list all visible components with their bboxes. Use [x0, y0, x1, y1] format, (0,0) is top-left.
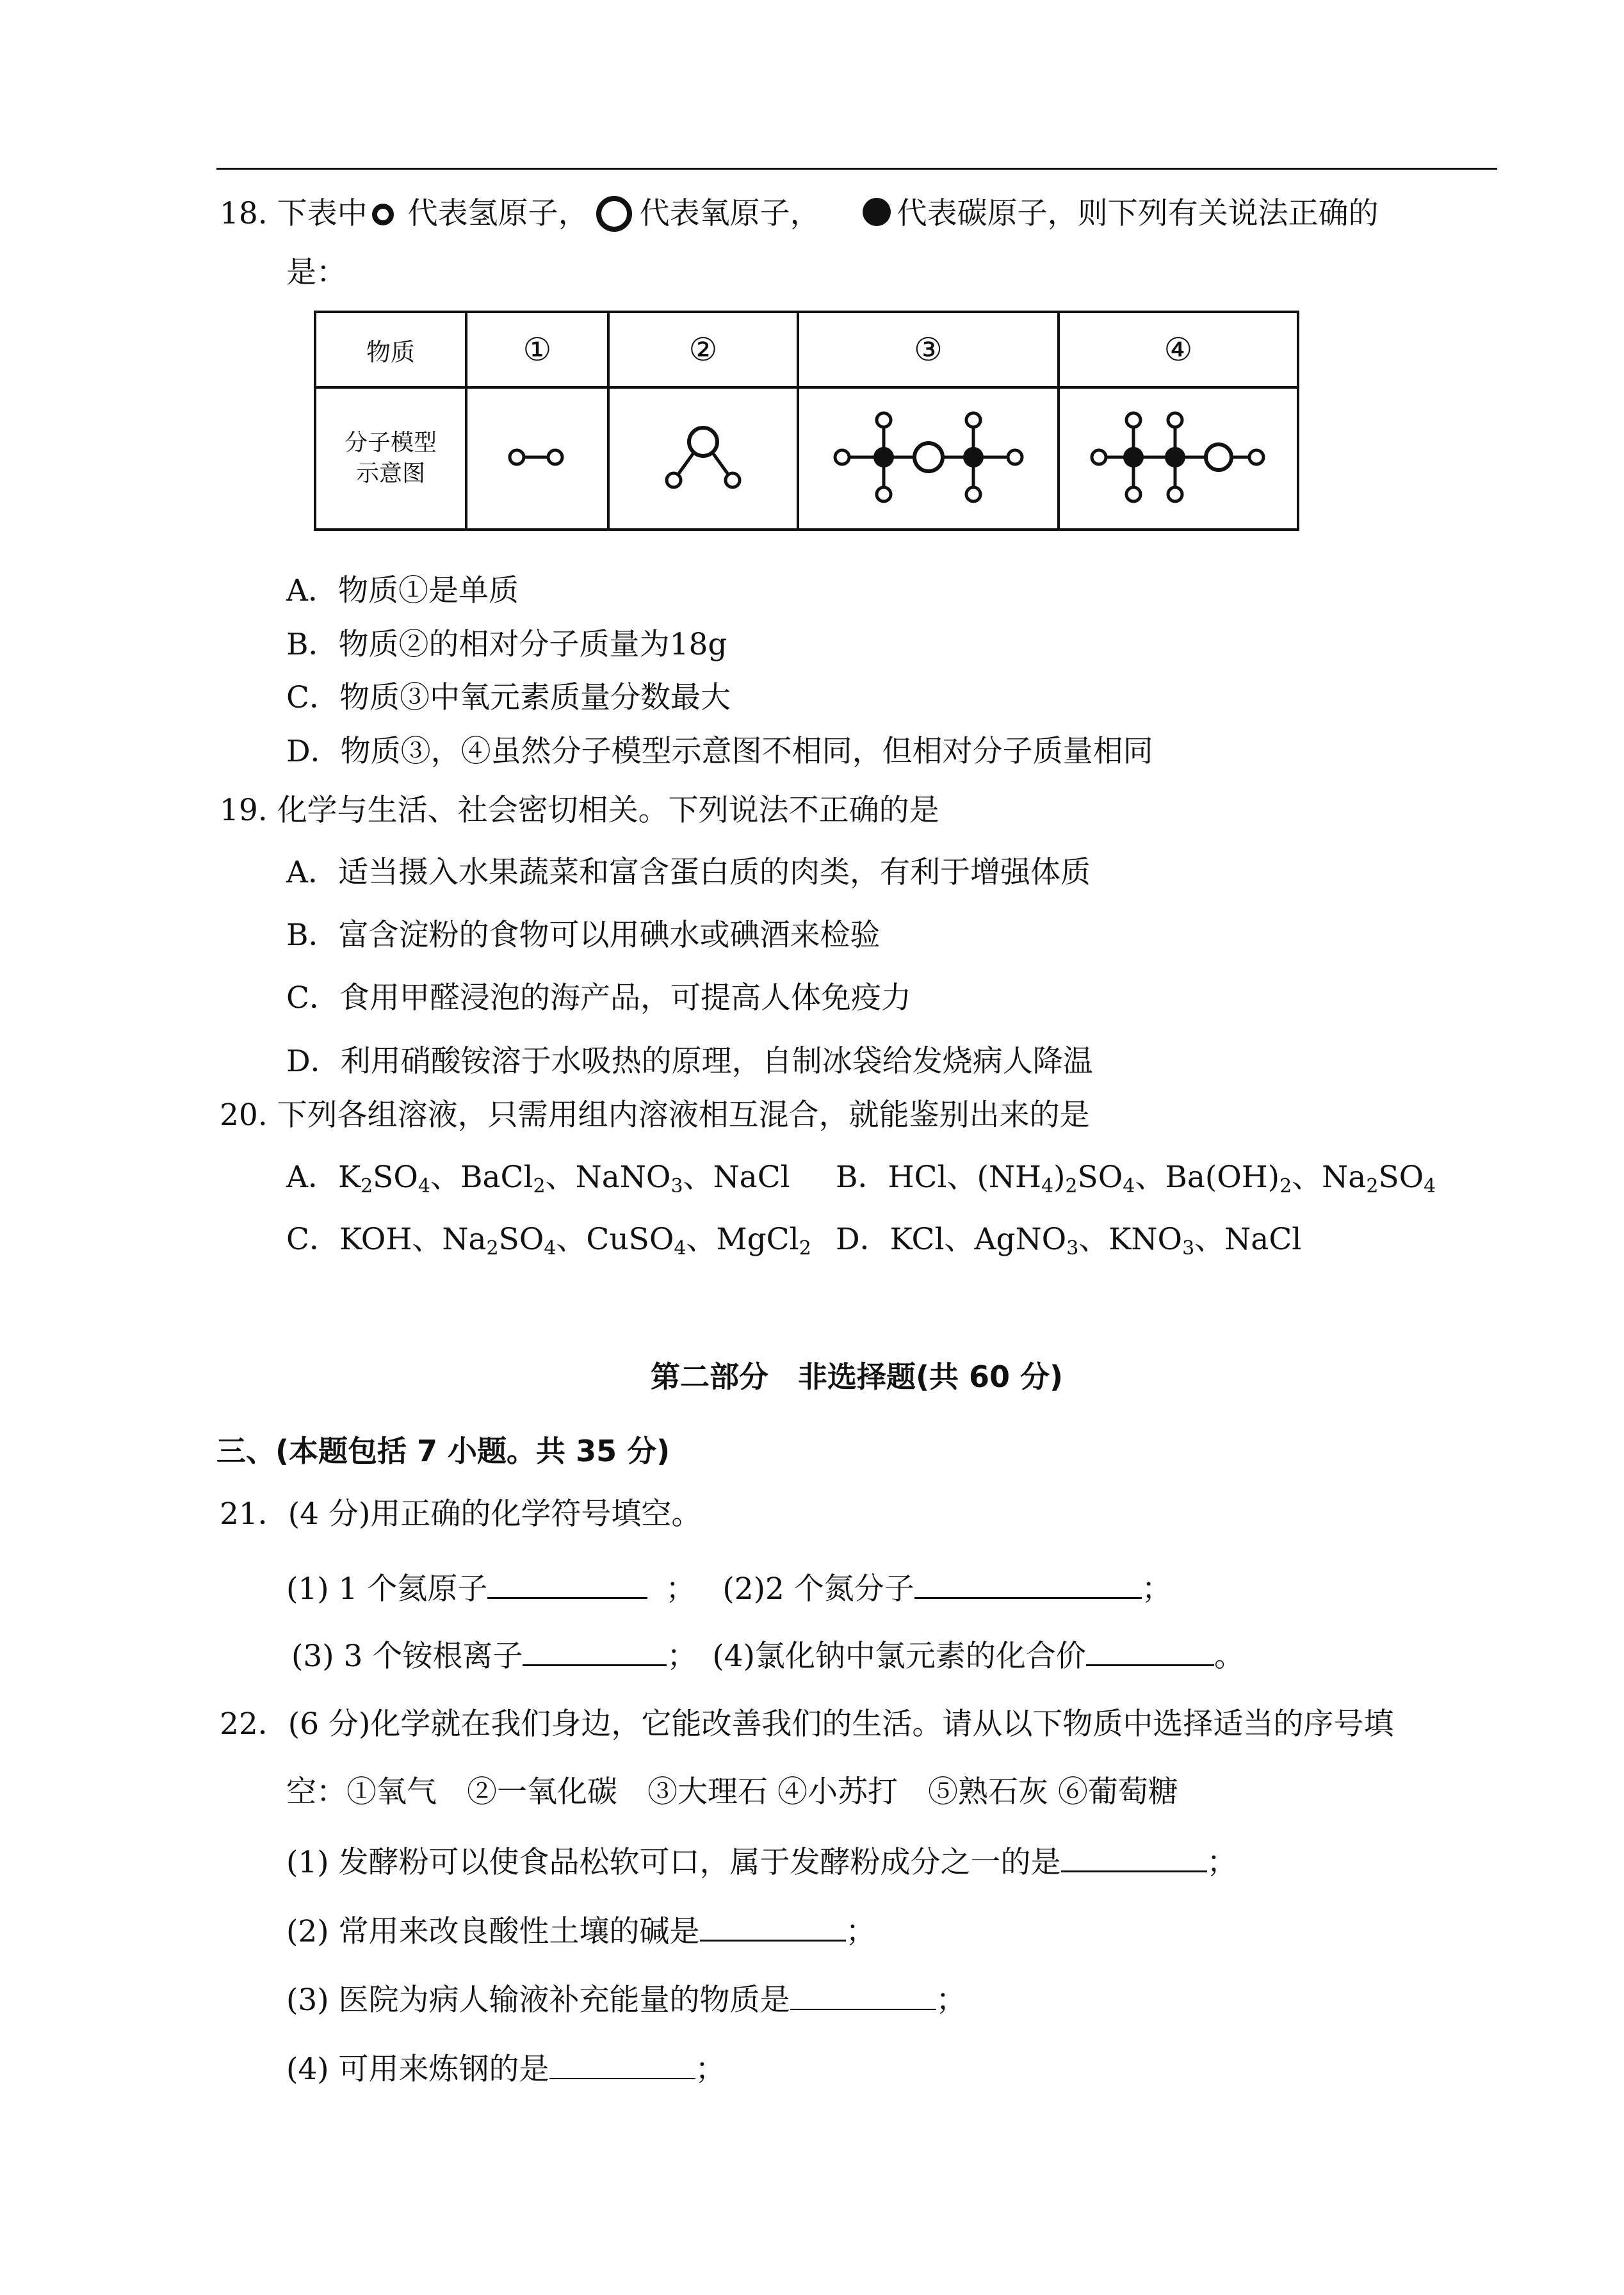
q20-option-c: C．KOH、$Na_2SO_4$、CuSO$_4$、MgCl$_2$	[286, 1222, 811, 1260]
carbon-atom-icon	[859, 197, 897, 235]
table-header-label: 物质	[315, 312, 466, 387]
table-model-row	[315, 387, 1298, 530]
q20-option-b: B．HCl、$(NH_4)_2SO_4$、$Ba(OH)_2$、$Na_2SO_4$	[836, 1160, 1436, 1197]
answer-blank-6[interactable]	[700, 1911, 846, 1942]
oxygen-atom-icon	[589, 195, 640, 237]
answer-blank-5[interactable]	[1061, 1842, 1207, 1872]
q19-option-c: C．食用甲醛浸泡的海产品，可提高人体免疫力	[286, 980, 911, 1016]
answer-blank-8[interactable]	[549, 2050, 695, 2079]
q18-text-a: 18. 下表中	[220, 196, 368, 231]
q21-item-3: (3) 3 个铵根离子	[291, 1639, 523, 1674]
q18-line2: 是：	[286, 255, 346, 290]
q19-stem: 19. 化学与生活、社会密切相关。下列说法不正确的是	[220, 793, 939, 828]
q18-option-d: D．物质③，④虽然分子模型示意图不相同，但相对分子质量相同	[286, 734, 1153, 769]
q18-line1	[220, 195, 1379, 237]
table-col-3: ③	[798, 312, 1059, 387]
q22-stem-options: 空：①氧气 ②一氧化碳 ③大理石 ④小苏打 ⑤熟石灰 ⑥葡萄糖	[286, 1774, 1178, 1810]
model-1-h2-icon	[499, 438, 576, 476]
model-1-cell	[466, 387, 608, 530]
q22-stem: 22．(6 分)化学就在我们身边，它能改善我们的生活。请从以下物质中选择适当的序号填	[220, 1707, 1394, 1742]
table-col-4: ④	[1059, 312, 1298, 387]
answer-blank-7[interactable]	[790, 1981, 936, 2010]
q21-item-4: (4)氯化钠中氯元素的化合价	[712, 1639, 1086, 1674]
q22-item-3: (3) 医院为病人输液补充能量的物质是 ；	[286, 1981, 966, 2020]
q21-item-2: (2)2 个氮分子	[722, 1571, 914, 1607]
q18-option-c: C．物质③中氧元素质量分数最大	[286, 680, 731, 715]
q18-option-a: A．物质①是单质	[286, 573, 519, 608]
row-label-line2: 示意图	[355, 460, 425, 487]
section3-title: 三、(本题包括 7 小题。共 35 分)	[216, 1434, 670, 1468]
answer-blank-4[interactable]	[1086, 1636, 1214, 1666]
table-col-2: ②	[608, 312, 798, 387]
table-row-label	[315, 387, 466, 530]
molecule-model-table	[314, 311, 1299, 531]
q18-text-c: 代表氧原子，	[639, 196, 820, 231]
q22-item-1: (1) 发酵粉可以使食品松软可口，属于发酵粉成分之一的是 ；	[286, 1842, 1237, 1882]
q21-item-1: (1) 1 个氦原子	[286, 1571, 488, 1607]
part2-title: 第二部分 非选择题(共 60 分)	[650, 1359, 1064, 1394]
q21-line1: (1) 1 个氦原子 ； (2)2 个氮分子 ；	[286, 1569, 1172, 1609]
q19-option-d: D．利用硝酸铵溶于水吸热的原理，自制冰袋给发烧病人降温	[286, 1044, 1093, 1079]
answer-blank-1[interactable]	[487, 1569, 647, 1599]
header-rule	[216, 168, 1497, 170]
q20-option-d: D．KCl、AgNO$_3$、$KNO_3$、NaCl	[836, 1222, 1302, 1260]
q20-option-a: A．$K_2SO_4$、BaCl$_2$、NaNO$_3$、NaCl	[286, 1160, 790, 1197]
q18-option-b: B．物质②的相对分子质量为18g	[286, 627, 727, 662]
q22-item-2: (2) 常用来改良酸性土壤的碱是 ；	[286, 1911, 876, 1951]
model-3-dimethyl-ether-icon	[823, 406, 1034, 508]
model-4-ethanol-icon	[1082, 406, 1274, 508]
model-2-cell	[608, 387, 798, 530]
q19-option-b: B．富含淀粉的食物可以用碘水或碘酒来检验	[286, 918, 881, 953]
answer-blank-3[interactable]	[523, 1636, 667, 1666]
q21-line2: (3) 3 个铵根离子 ； (4)氯化钠中氯元素的化合价 。	[291, 1636, 1244, 1676]
table-col-1: ①	[466, 312, 608, 387]
model-3-cell	[798, 387, 1059, 530]
answer-blank-2[interactable]	[914, 1569, 1142, 1599]
q19-option-a: A．适当摄入水果蔬菜和富含蛋白质的肉类，有利于增强体质	[286, 855, 1091, 890]
q21-stem: 21．(4 分)用正确的化学符号填空。	[220, 1496, 702, 1532]
q22-item-4: (4) 可用来炼钢的是 ；	[286, 2050, 726, 2089]
table-header-row	[315, 312, 1298, 387]
q18-text-d: 代表碳原子，则下列有关说法正确的	[897, 196, 1379, 231]
hydrogen-atom-icon	[368, 200, 398, 231]
model-4-cell	[1059, 387, 1298, 530]
q20-stem: 20. 下列各组溶液，只需用组内溶液相互混合，就能鉴别出来的是	[220, 1098, 1090, 1133]
row-label-line1: 分子模型	[344, 430, 437, 456]
q18-text-b: 代表氢原子，	[398, 196, 589, 231]
model-2-water-icon	[652, 419, 754, 496]
